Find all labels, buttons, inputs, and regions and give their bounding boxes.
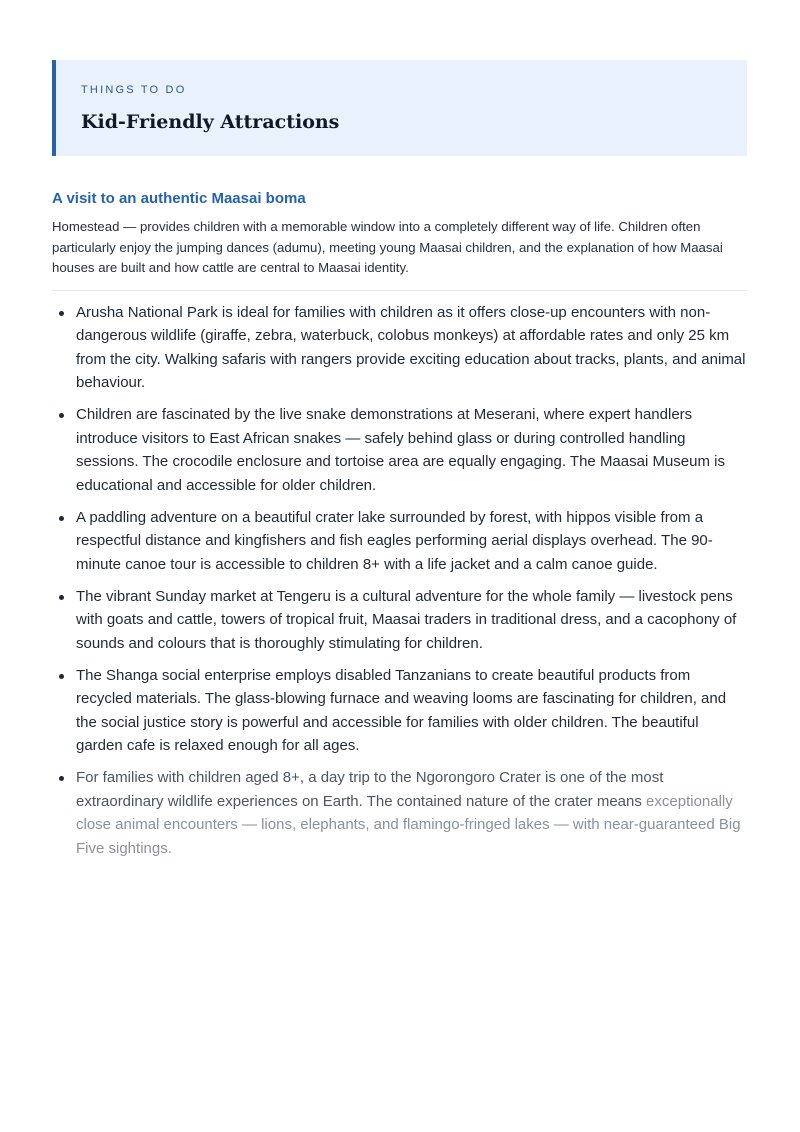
list-item — [52, 301, 747, 395]
eyebrow-label: THINGS TO DO — [81, 84, 187, 96]
list-item — [52, 664, 747, 758]
page — [52, 60, 747, 869]
intro-text: Homestead — provides children with a memorable window into a completely different way of life. Children often particularly enjoy the jumping dances (adumu), meeting young Maasai children, and the explanation of how Maasai houses are built and how cattle are central to Maasai identity. — [52, 219, 723, 275]
list-item-text: Arusha National Park is ideal for families with children as it offers close-up encounters with non-dangerous wildlife (giraffe, zebra, waterbuck, colobus monkeys) at affordable rates and only 25 km from the city. Walking safaris with rangers provide exciting education about tracks, plants, and animal behaviour. — [76, 303, 746, 391]
intro-heading: A visit to an authentic Maasai boma — [52, 190, 306, 207]
page-title: Kid-Friendly Attractions — [81, 111, 340, 133]
section-header — [52, 60, 747, 156]
intro-section — [52, 189, 747, 279]
bullet-dot-icon — [59, 595, 64, 600]
list-item-text: A paddling adventure on a beautiful crater lake surrounded by forest, with hippos visible from a respectful distance and kingfishers and fish eagles performing aerial displays overhead. The 90-minute canoe tour is accessible to children 8+ with a life jacket and a calm canoe guide. — [76, 508, 713, 573]
list-item-text-lead: For families with children aged 8+, a day trip to the Ngorongoro Crater is one of the most extraordinary wildlife experiences on Earth. The contained nature of the crater means — [76, 769, 664, 810]
list-item-text-faded: exceptionally close animal encounters — lions, elephants, and flamingo-fringed lakes — with near-guaranteed Big Five sightings. — [76, 792, 741, 857]
list-item — [52, 766, 747, 860]
list-item — [52, 403, 747, 497]
bullet-dot-icon — [59, 311, 64, 316]
list-item — [52, 585, 747, 656]
list-item-text: The vibrant Sunday market at Tengeru is a cultural adventure for the whole family — livestock pens with goats and cattle, towers of tropical fruit, Maasai traders in traditional dress, and a cacophony of sounds and colours that is thoroughly stimulating for children. — [76, 587, 737, 652]
list-item-text: Children are fascinated by the live snake demonstrations at Meserani, where expert handlers introduce visitors to East African snakes — safely behind glass or during controlled handling sessions. The crocodile enclosure and tortoise area are equally engaging. The Maasai Museum is educational and accessible for older children. — [76, 406, 725, 494]
bullet-dot-icon — [59, 674, 64, 679]
divider — [52, 290, 747, 291]
attractions-list — [52, 301, 747, 861]
list-item-text: The Shanga social enterprise employs disabled Tanzanians to create beautiful products from recycled materials. The glass-blowing furnace and weaving looms are fascinating for children, and the social justice story is powerful and accessible for families with older children. The beautiful garden cafe is relaxed enough for all ages. — [76, 666, 727, 754]
bullet-dot-icon — [59, 516, 64, 521]
bullet-dot-icon — [59, 413, 64, 418]
bullet-dot-icon — [59, 776, 64, 781]
list-item — [52, 506, 747, 577]
